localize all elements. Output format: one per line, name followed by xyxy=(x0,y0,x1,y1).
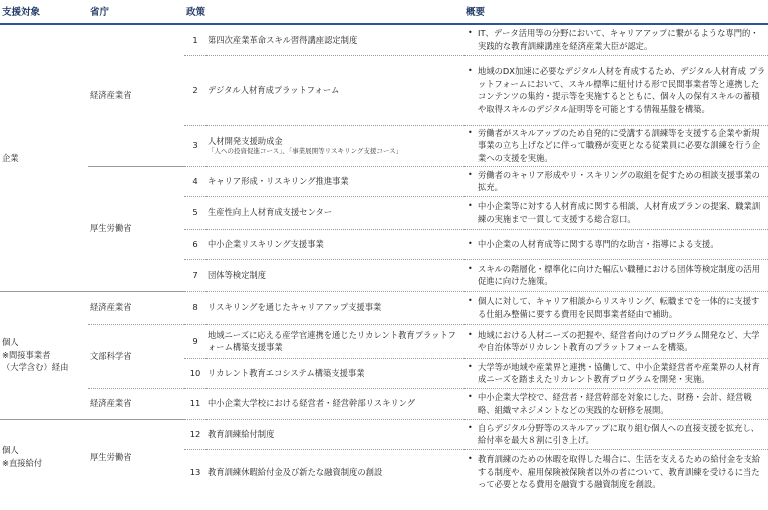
ministry-label: 厚生労働省 xyxy=(90,223,132,234)
overview-cell xyxy=(464,259,768,291)
ministry-cell xyxy=(88,291,184,324)
policy-subtitle: 「人への投資促進コース」、「事業展開等リスキリング支援コース」 xyxy=(208,147,403,156)
header-policy: 政策 xyxy=(184,0,464,24)
overview-text: • 中小企業等に対する人材育成に関する相談、人材育成プランの提案、職業訓練の実施まで一貫して支援する総合窓口。 xyxy=(478,200,766,225)
policy-number: 8 xyxy=(184,291,206,324)
ministry-label: 文部科学省 xyxy=(90,350,132,361)
overview-text: • 労働者がスキルアップのため自発的に受講する訓練等を支援する企業や新規事業の立ち上げなどに伴って職務が変更となる従業員に必要な訓練を行う企業への支援を実施。 xyxy=(478,127,766,165)
overview-cell xyxy=(464,24,768,55)
policy-name: 人材開発支援助成金 「人への投資促進コース」、「事業展開等リスキリング支援コース」 xyxy=(206,125,464,166)
target-label: 個人 ※直接給付 xyxy=(2,445,43,468)
overview-cell xyxy=(464,291,768,324)
target-label: 企業 xyxy=(2,152,19,163)
policy-name: 団体等検定制度 xyxy=(206,259,464,291)
overview-text: • 大学等が地域や産業界と連携・協働して、中小企業経営者や産業界の人材育成ニーズを踏まえたリカレント教育プログラムを開発・実施。 xyxy=(478,361,766,386)
overview-cell xyxy=(464,388,768,419)
header-target: 支援対象 xyxy=(0,0,88,24)
ministry-cell xyxy=(88,388,184,419)
overview-text: • 中小企業の人材育成等に関する専門的な助言・指導による支援。 xyxy=(478,238,766,251)
ministry-cell xyxy=(88,24,184,166)
overview-text: • 自らデジタル分野等のスキルアップに取り組む個人への直接支援を拡充し、給付率を最大８割に引き上げ。 xyxy=(478,422,766,447)
ministry-label: 経済産業省 xyxy=(90,398,132,409)
overview-cell xyxy=(464,324,768,358)
policy-name: リスキリングを通じたキャリアアップ支援事業 xyxy=(206,291,464,324)
table-header-row xyxy=(0,0,768,24)
policy-name: 中小企業リスキリング支援事業 xyxy=(206,229,464,259)
target-cell xyxy=(0,24,88,291)
header-overview: 概要 xyxy=(464,0,768,24)
policy-number: 6 xyxy=(184,229,206,259)
target-cell xyxy=(0,291,88,419)
policy-number: 1 xyxy=(184,24,206,55)
overview-cell xyxy=(464,229,768,259)
header-ministry: 省庁 xyxy=(88,0,184,24)
target-label: 個人 ※間接事業者 （大学含む）経由 xyxy=(2,337,69,373)
overview-text: • 地域のDX加速に必要なデジタル人材を育成するため、デジタル人材育成 プラットフォームにおいて、スキル標準に紐付ける形で民間事業者等と連携したコンテンツの集約・提示等を実施するとともに、個々人の保有スキルの蓄積や取得スキルのデジタル証明等を可能とする情報基盤を構築。 xyxy=(478,65,766,115)
overview-cell xyxy=(464,55,768,125)
policy-name: 第四次産業革命スキル習得講座認定制度 xyxy=(206,24,464,55)
policy-number: 13 xyxy=(189,466,201,477)
policy-number: 3 xyxy=(184,125,206,166)
ministry-cell xyxy=(88,419,184,494)
overview-cell xyxy=(464,166,768,196)
policy-name: 生産性向上人材育成支援センター xyxy=(206,196,464,229)
policy-number: 11 xyxy=(184,388,206,419)
ministry-cell xyxy=(88,324,184,388)
ministry-cell xyxy=(88,166,184,291)
table-row xyxy=(0,24,768,55)
policy-number: 7 xyxy=(184,259,206,291)
overview-cell xyxy=(464,358,768,388)
policy-number: 5 xyxy=(184,196,206,229)
overview-text: • 中小企業大学校で、経営者・経営幹部を対象にした、財務・会計、経営戦略、組織マネジメントなどの実践的な研修を展開。 xyxy=(478,391,766,416)
policy-number: 12 xyxy=(184,419,206,449)
policy-name: 地域ニーズに応える産学官連携を通じたリカレント教育プラットフォーム構築支援事業 xyxy=(206,324,464,358)
policy-name: 中小企業大学校における経営者・経営幹部リスキリング xyxy=(206,388,464,419)
target-cell xyxy=(0,419,88,494)
overview-text: • 教育訓練のための休暇を取得した場合に、生活を支えるための給付金を支給する制度や、雇用保険被保険者以外の者について、教育訓練を受けるに当たって必要となる費用を融資する融資制度を創設。 xyxy=(478,453,766,491)
overview-text: • 個人に対して、キャリア相談からリスキリング、転職までを一体的に支援する仕組み整備に要する費用を民間事業者経由で補助。 xyxy=(478,295,766,320)
ministry-label: 厚生労働省 xyxy=(90,451,132,462)
overview-cell xyxy=(464,196,768,229)
policy-name: 教育訓練給付制度 xyxy=(206,419,464,449)
table-row xyxy=(0,388,768,419)
overview-cell xyxy=(464,449,768,494)
policy-number: 4 xyxy=(184,166,206,196)
overview-cell xyxy=(464,419,768,449)
overview-text: • 地域における人材ニーズの把握や、経営者向けのプログラム開発など、大学や自治体等がリカレント教育のプラットフォームを構築。 xyxy=(478,329,766,354)
overview-cell xyxy=(464,125,768,166)
overview-text: • スキルの階層化・標準化に向けた幅広い職種における団体等検定制度の活用促進に向けた施策。 xyxy=(478,263,766,288)
overview-text: • 労働者のキャリア形成やリ・スキリングの取組を促すための相談支援事業の拡充。 xyxy=(478,169,766,194)
policy-number: 2 xyxy=(184,55,206,125)
policy-number: 10 xyxy=(184,358,206,388)
policy-name: キャリア形成・リスキリング推進事業 xyxy=(206,166,464,196)
table-row xyxy=(0,419,768,449)
table-row xyxy=(0,166,768,196)
policy-name: デジタル人材育成プラットフォーム xyxy=(206,55,464,125)
policy-name: リカレント教育エコシステム構築支援事業 xyxy=(206,358,464,388)
policy-name: 教育訓練休暇給付金及び新たな融資制度の創設 xyxy=(208,466,383,477)
table-row xyxy=(0,324,768,358)
ministry-label: 経済産業省 xyxy=(90,302,132,313)
policy-number: 9 xyxy=(184,324,206,358)
ministry-label: 経済産業省 xyxy=(90,90,132,100)
overview-text: • IT、データ活用等の分野において、キャリアアップに繋がるような専門的・実践的な教育訓練講座を経済産業大臣が認定。 xyxy=(478,27,766,52)
table-row xyxy=(0,291,768,324)
